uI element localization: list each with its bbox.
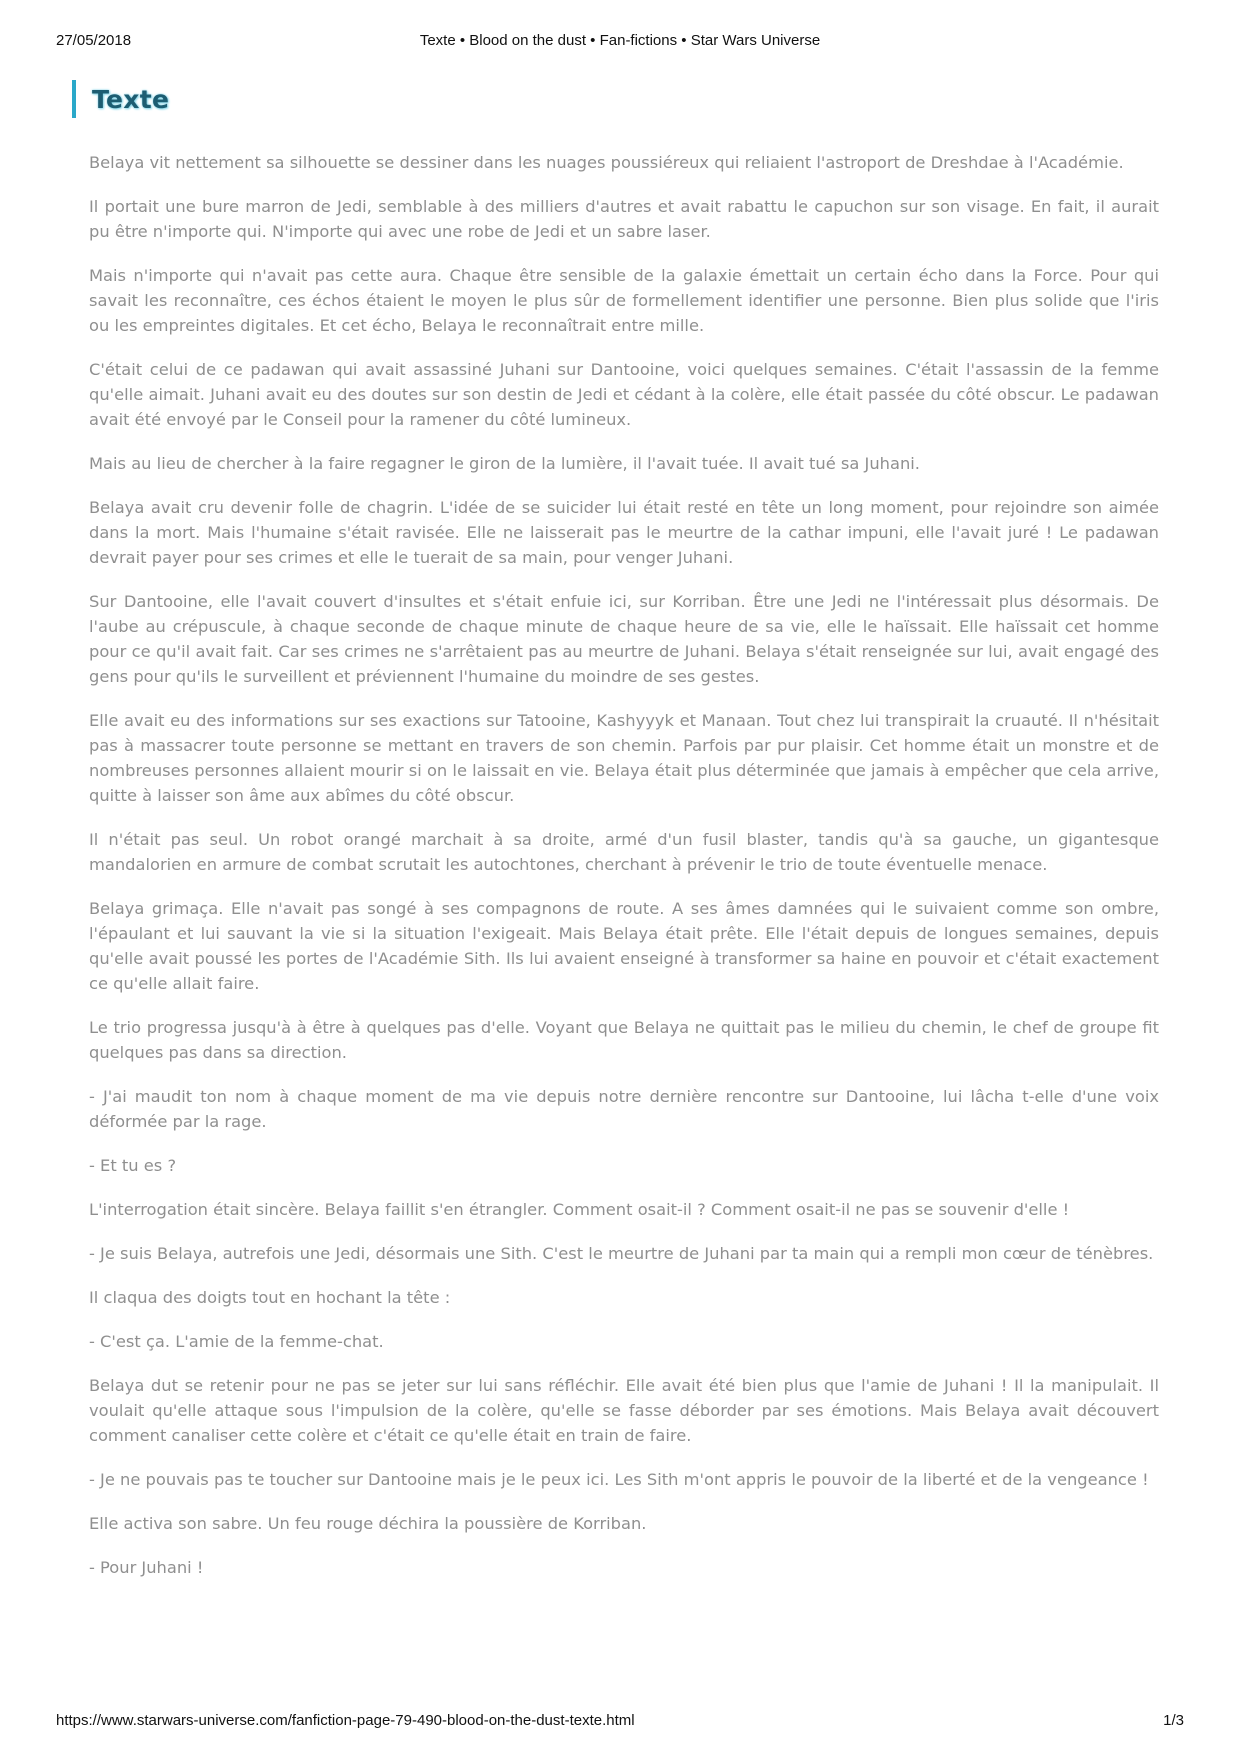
story-paragraph: Sur Dantooine, elle l'avait couvert d'insultes et s'était enfuie ici, sur Korriban. Être une Jedi ne l'intéressait plus désormais. De l'aube au crépuscule, à chaque seconde de chaque minute de chaque heure de sa vie, elle le haïssait. Elle haïssait cet homme pour ce qu'il avait fait. Car ses crimes ne s'arrêtaient pas au meurtre de Juhani. Belaya s'était renseignée sur lui, avait engagé des gens pour qu'ils le surveillent et préviennent l'humaine du moindre de ses gestes. (89, 592, 1159, 686)
story-paragraph: - C'est ça. L'amie de la femme-chat. (89, 1332, 384, 1351)
story-paragraph: Il portait une bure marron de Jedi, semblable à des milliers d'autres et avait rabattu le capuchon sur son visage. En fait, il aurait pu être n'importe qui. N'importe qui avec une robe de Jedi et un sabre laser. (89, 197, 1159, 241)
story-paragraph: L'interrogation était sincère. Belaya faillit s'en étrangler. Comment osait-il ? Comment osait-il ne pas se souvenir d'elle ! (89, 1200, 1070, 1219)
page-number: 1/3 (1163, 1712, 1184, 1729)
story-paragraph: Mais n'importe qui n'avait pas cette aura. Chaque être sensible de la galaxie émettait un certain écho dans la Force. Pour qui savait les reconnaître, ces échos étaient le moyen le plus sûr de formellement identifier une personne. Bien plus solide que l'iris ou les empreintes digitales. Et cet écho, Belaya le reconnaîtrait entre mille. (89, 266, 1159, 335)
print-footer (56, 1712, 1184, 1732)
story-paragraph: C'était celui de ce padawan qui avait assassiné Juhani sur Dantooine, voici quelques semaines. C'était l'assassin de la femme qu'elle aimait. Juhani avait eu des doutes sur son destin de Jedi et cédant à la colère, elle était passée du côté obscur. Le padawan avait été envoyé par le Conseil pour la ramener du côté lumineux. (89, 360, 1159, 429)
story-body (89, 150, 1159, 1599)
print-date: 27/05/2018 (56, 32, 132, 49)
section-title: Texte (92, 84, 170, 114)
story-paragraph: Elle activa son sabre. Un feu rouge déchira la poussière de Korriban. (89, 1514, 647, 1533)
story-paragraph: - J'ai maudit ton nom à chaque moment de ma vie depuis notre dernière rencontre sur Dantooine, lui lâcha t-elle d'une voix déformée par la rage. (89, 1087, 1159, 1131)
story-paragraph: Belaya grimaça. Elle n'avait pas songé à ses compagnons de route. A ses âmes damnées qui le suivaient comme son ombre, l'épaulant et lui sauvant la vie si la situation l'exigeait. Mais Belaya était prête. Elle l'était depuis de longues semaines, depuis qu'elle avait poussé les portes de l'Académie Sith. Ils lui avaient enseigné à transformer sa haine en pouvoir et c'était exactement ce qu'elle allait faire. (89, 899, 1159, 993)
story-paragraph: Elle avait eu des informations sur ses exactions sur Tatooine, Kashyyyk et Manaan. Tout chez lui transpirait la cruauté. Il n'hésitait pas à massacrer toute personne se mettant en travers de son chemin. Parfois par pur plaisir. Cet homme était un monstre et de nombreuses personnes allaient mourir si on le laissait en vie. Belaya était plus déterminée que jamais à empêcher que cela arrive, quitte à laisser son âme aux abîmes du côté obscur. (89, 711, 1159, 805)
print-page-title: Texte • Blood on the dust • Fan-fictions • Star Wars Universe (419, 32, 821, 49)
story-paragraph: Belaya dut se retenir pour ne pas se jeter sur lui sans réfléchir. Elle avait été bien plus que l'amie de Juhani ! Il la manipulait. Il voulait qu'elle attaque sous l'impulsion de la colère, qu'elle se fasse déborder par ses émotions. Mais Belaya avait découvert comment canaliser cette colère et c'était ce qu'elle était en train de faire. (89, 1376, 1159, 1445)
print-url: https://www.starwars-universe.com/fanfiction-page-79-490-blood-on-the-dust-texte.html (56, 1712, 635, 1729)
story-paragraph: - Pour Juhani ! (89, 1558, 204, 1577)
story-paragraph: Il n'était pas seul. Un robot orangé marchait à sa droite, armé d'un fusil blaster, tandis qu'à sa gauche, un gigantesque mandalorien en armure de combat scrutait les autochtones, cherchant à prévenir le trio de toute éventuelle menace. (89, 830, 1159, 874)
story-paragraph: Mais au lieu de chercher à la faire regagner le giron de la lumière, il l'avait tuée. Il avait tué sa Juhani. (89, 454, 920, 473)
section-heading (72, 80, 169, 118)
story-paragraph: Belaya avait cru devenir folle de chagrin. L'idée de se suicider lui était resté en tête un long moment, pour rejoindre son aimée dans la mort. Mais l'humaine s'était ravisée. Elle ne laisserait pas le meurtre de la cathar impuni, elle l'avait juré ! Le padawan devrait payer pour ses crimes et elle le tuerait de sa main, pour venger Juhani. (89, 498, 1159, 567)
print-header (56, 32, 1184, 52)
story-paragraph: Belaya vit nettement sa silhouette se dessiner dans les nuages poussiéreux qui reliaient l'astroport de Dreshdae à l'Académie. (89, 153, 1124, 172)
story-paragraph: - Je suis Belaya, autrefois une Jedi, désormais une Sith. C'est le meurtre de Juhani par ta main qui a rempli mon cœur de ténèbres. (89, 1244, 1154, 1263)
story-paragraph: Il claqua des doigts tout en hochant la tête : (89, 1288, 451, 1307)
story-paragraph: - Je ne pouvais pas te toucher sur Dantooine mais je le peux ici. Les Sith m'ont appris le pouvoir de la liberté et de la vengeance ! (89, 1470, 1149, 1489)
story-paragraph: - Et tu es ? (89, 1156, 177, 1175)
story-paragraph: Le trio progressa jusqu'à à être à quelques pas d'elle. Voyant que Belaya ne quittait pas le milieu du chemin, le chef de groupe fit quelques pas dans sa direction. (89, 1018, 1159, 1062)
